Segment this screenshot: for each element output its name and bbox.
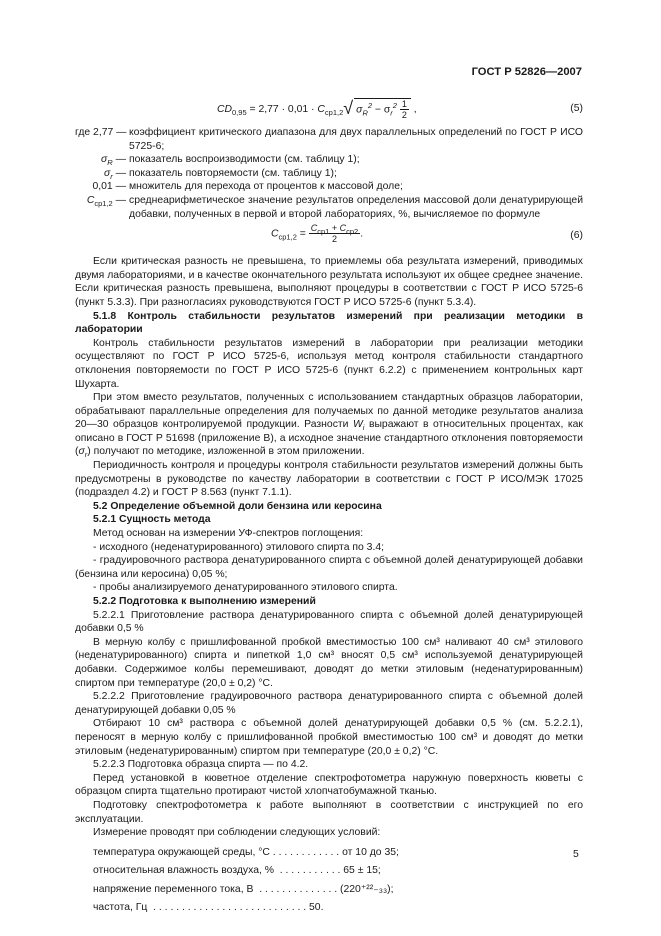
formula-6-number: (6) xyxy=(570,230,583,242)
page-content xyxy=(75,96,583,915)
list-item: - градуировочного раствора денатурированного спирта с объемной долей денатурирующей добавки (бензина или керосина) 0,05 %; xyxy=(75,555,583,580)
conditions-list xyxy=(75,846,583,915)
formula-5-expression: $CD_{0,95} = 2,77 \cdot 0,01 \cdot C_{ср1,2}√$ $\sigma_R^2 - \sigma_r^2$ $\frac{1}{2}$ , xyxy=(217,98,417,120)
definition-item: где 2,77 — коэффициент критического диапазона для двух параллельных определений по ГОСТ Р ИСО 5725-6; xyxy=(75,127,583,152)
list-item: - пробы анализируемого денатурированного этилового спирта. xyxy=(93,582,398,594)
formula-6-expression: $C_{ср1,2}$ = $\frac{C_{ср1} + C_{ср2}}{2}$ . xyxy=(271,223,364,245)
formula-definitions xyxy=(75,126,583,221)
formula-5 xyxy=(75,96,583,122)
section-heading-5-1-8: 5.1.8 Контроль стабильности результатов измерений при реализации методики в лаборатории xyxy=(75,310,583,336)
formula-5-number: (5) xyxy=(570,103,583,114)
condition-row: относительная влажность воздуха, % . . . . . . . . . . . 65 ± 15; xyxy=(93,865,381,877)
page-number: 5 xyxy=(573,849,579,860)
definition-item: $\sigma_R$ — показатель воспроизводимости (см. таблицу 1); xyxy=(101,154,360,168)
paragraph: Подготовку спектрофотометра к работе выполняют в соответствии с инструкцией по его эксплуатации. xyxy=(75,799,583,825)
list-item: - исходного (неденатурированного) этилового спирта по 3.4; xyxy=(93,541,384,553)
paragraph: Если критическая разность не превышена, то приемлемы оба результата измерений, приводимых двумя лабораториями, и в качестве окончательного результата используют их общее среднее значение. Если критическая разность превышена, выполняют процедуры в соответствии с ГОСТ Р ИСО 5725-6 (пункт 5.3.3). При разногласиях руководствуются ГОСТ Р ИСО 5725-6 (пункт 5.3.4). xyxy=(75,256,583,308)
condition-row: температура окружающей среды, °С . . . . . . . . . . . . от 10 до 35; xyxy=(93,846,399,858)
condition-row: частота, Гц . . . . . . . . . . . . . . . . . . . . . . . . . . . 50. xyxy=(93,902,324,914)
definition-item: $\sigma_r$ — показатель повторяемости (см. таблицу 1); xyxy=(103,167,337,181)
paragraph: Метод основан на измерении УФ-спектров поглощения: xyxy=(93,528,364,540)
section-heading-5-2: 5.2 Определение объемной доли бензина или керосина xyxy=(93,500,382,512)
paragraph: Перед установкой в кюветное отделение спектрофотометра наружную поверхность кюветы с образцом спирта тщательно протирают чистой хлопчатобумажной тканью. xyxy=(75,772,583,798)
formula-6 xyxy=(75,221,583,249)
paragraph: При этом вместо результатов, полученных с использованием стандартных образцов лаборатории, обрабатывают параллельные определения для получаемых по данной методике результатов анализа 20—30 образцов контролируемой продукции. Разности $W_i$ выражают в относительных процентах, как описано в ГОСТ Р 51698 (приложение В), а исходное значение стандартного отклонения повторяемости $(\sigma_r)$ получают по методике, изложенной в этом приложении. xyxy=(75,392,583,460)
paragraph: 5.2.2.3 Подготовка образца спирта — по 4.2. xyxy=(93,759,309,771)
condition-row: напряжение переменного тока, В . . . . . . . . . . . . . . (220⁺²²₋₃₃); xyxy=(93,883,394,895)
paragraph: 5.2.2.1 Приготовление раствора денатурированного спирта с объемной долей денатурирующей добавки 0,5 % xyxy=(75,609,583,635)
paragraph: Контроль стабильности результатов измерений в лаборатории при реализации методики осуществляют по ГОСТ Р ИСО 5725-6, используя метод контроля стабильности стандартного отклонения повторяемости по ГОСТ Р ИСО 5725-6 (пункт 6.2.2) с применением контрольных карт Шухарта. xyxy=(75,337,583,390)
paragraph: Измерение проводят при соблюдении следующих условий: xyxy=(93,827,381,839)
paragraph: 5.2.2.2 Приготовление градуировочного раствора денатурированного спирта с объемной долей денатурирующей добавки 0,05 % xyxy=(75,691,583,716)
paragraph: В мерную колбу с пришлифованной пробкой вместимостью 100 см³ наливают 40 см³ этилового (неденатурированного) спирта и пипеткой 1,0 см³ вносят 0,5 см³ используемой денатурирующей добавки. Содержимое колбы перемешивают, доводят до метки этиловым (неденатурированным) спиртом при температуре (20,0 ± 0,2) °С. xyxy=(75,636,583,689)
definition-item: $C_{ср1,2}$ — среднеарифметическое значение результатов определения массовой доли денатурирующей добавки, полученных в первой и второй лабораториях, %, вычисляемое по формуле xyxy=(86,194,583,220)
paragraph: Отбирают 10 см³ раствора с объемной долей денатурирующей добавки 0,5 % (см. 5.2.2.1), переносят в мерную колбу с пришлифованной пробкой вместимостью 100 см³ и доводят до метки этиловым (неденатурированным) спиртом при температуре (20,0 ± 0,2) °С. xyxy=(75,718,583,757)
paragraph: Периодичность контроля и процедуры контроля стабильности результатов измерений должны быть предусмотрены в руководстве по качеству лаборатории в соответствии с ГОСТ Р ИСО/МЭК 17025 (подраздел 4.2) и ГОСТ Р 8.563 (пункт 7.1.1). xyxy=(75,460,583,499)
section-heading-5-2-2: 5.2.2 Подготовка к выполнению измерений xyxy=(93,596,316,607)
section-heading-5-2-1: 5.2.1 Сущность метода xyxy=(93,514,211,526)
document-code-header: ГОСТ Р 52826—2007 xyxy=(471,66,582,78)
definition-item: 0,01 — множитель для перехода от процентов к массовой доле; xyxy=(92,181,403,193)
